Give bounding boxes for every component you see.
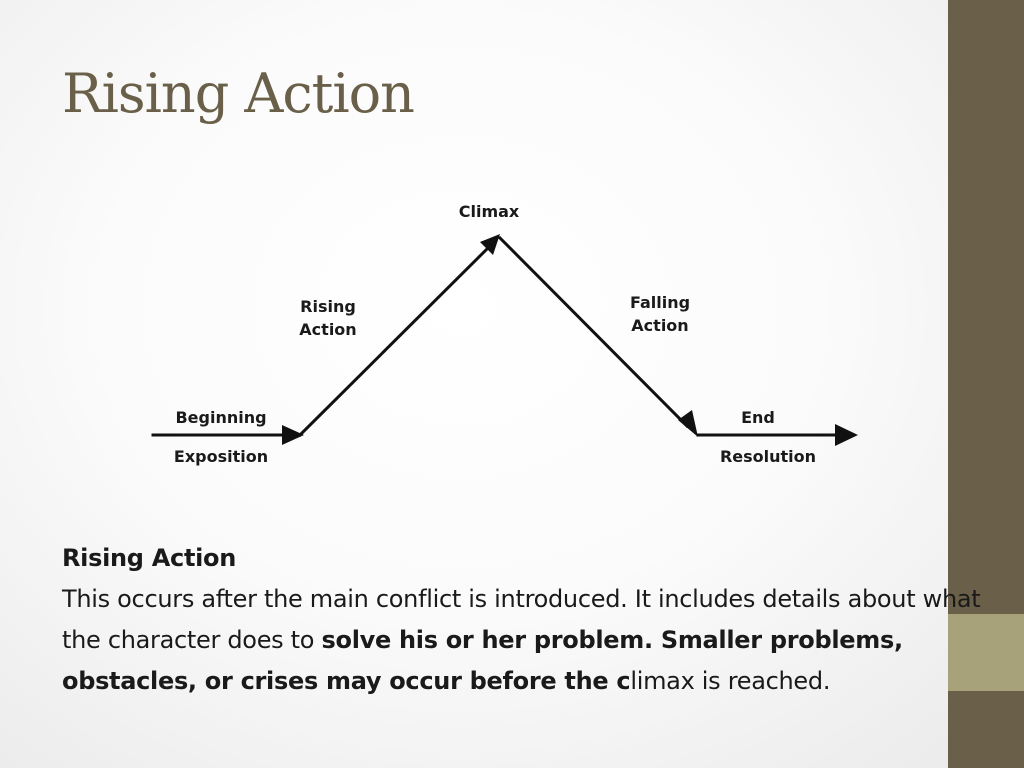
arrowhead-end-falling — [678, 410, 698, 437]
body-text-2: limax is reached. — [630, 667, 831, 695]
label-exposition: Exposition — [173, 447, 269, 466]
arrowhead-beginning — [282, 425, 304, 445]
label-falling-1: Falling — [629, 293, 691, 312]
label-end: End — [741, 408, 775, 427]
slide-title: Rising Action — [62, 62, 414, 125]
rising-line — [300, 246, 490, 435]
body-paragraph — [62, 538, 982, 702]
body-bold-1: solve his or her problem. Smaller problems, obstacles, or crises may occur before the c — [62, 626, 903, 695]
label-beginning: Beginning — [175, 408, 267, 427]
label-rising-1: Rising — [300, 297, 356, 316]
label-climax: Climax — [458, 202, 520, 221]
arrowhead-resolution — [835, 424, 858, 446]
label-resolution: Resolution — [719, 447, 817, 466]
label-falling-2: Action — [631, 316, 689, 335]
body-text-1: This occurs after the main conflict is introduced. It includes details about what the character does to — [62, 585, 981, 654]
body-heading: Rising Action — [62, 544, 237, 572]
label-rising-2: Action — [299, 320, 357, 339]
